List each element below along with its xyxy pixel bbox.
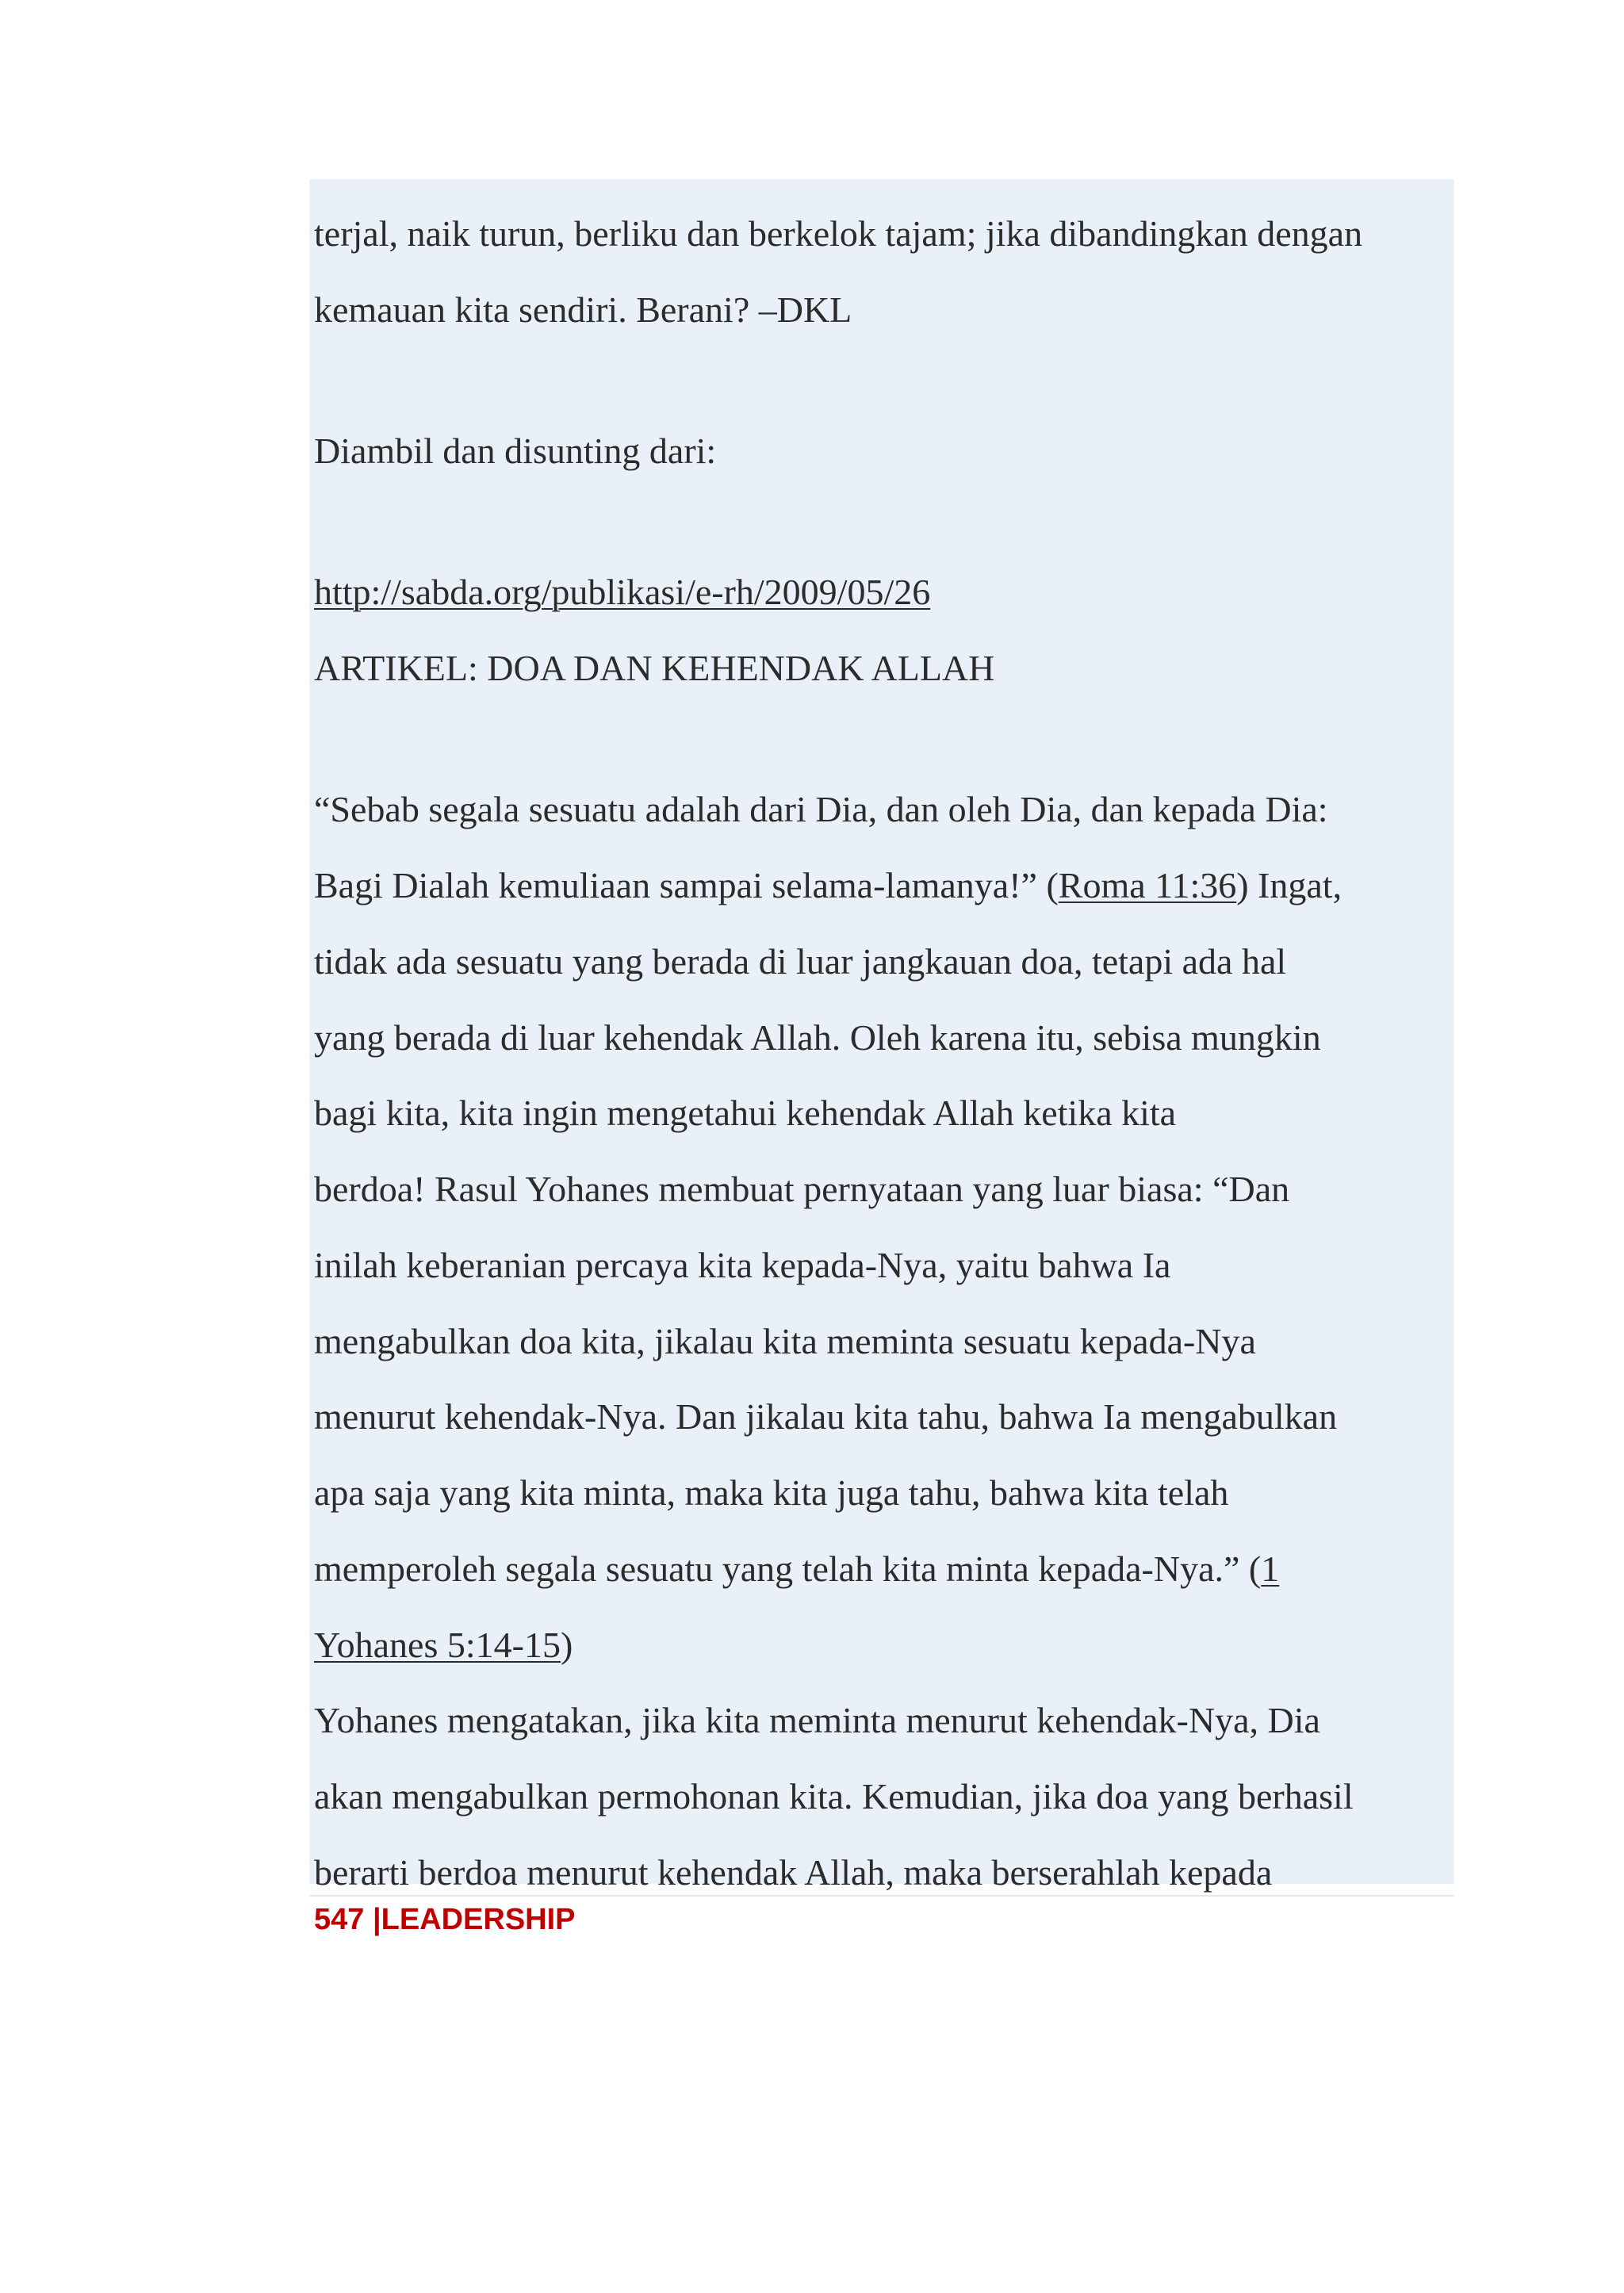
text-line: menurut kehendak-Nya. Dan jikalau kita tahu, bahwa Ia mengabulkan <box>314 1396 1338 1437</box>
text-line: kemauan kita sendiri. Berani? –DKL <box>314 289 852 330</box>
text-line: apa saja yang kita minta, maka kita juga tahu, bahwa kita telah <box>314 1472 1229 1513</box>
verse-link-roma[interactable]: Roma 11:36 <box>1058 865 1237 905</box>
verse-link-yohanes-part2[interactable]: Yohanes 5:14-15 <box>314 1625 561 1665</box>
text-segment: ) <box>560 1625 573 1665</box>
text-line: yang berada di luar kehendak Allah. Oleh karena itu, sebisa mungkin <box>314 1017 1321 1058</box>
verse-link-yohanes-part1[interactable]: 1 <box>1261 1548 1280 1589</box>
text-line: berarti berdoa menurut kehendak Allah, maka berserahlah kepada <box>314 1852 1273 1893</box>
source-link[interactable]: http://sabda.org/publikasi/e-rh/2009/05/26 <box>314 572 931 612</box>
footer-divider <box>309 1895 1454 1897</box>
text-segment: ) Ingat, <box>1236 865 1342 905</box>
text-line <box>314 867 1342 904</box>
text-line: Diambil dan disunting dari: <box>314 431 717 471</box>
text-line: berdoa! Rasul Yohanes membuat pernyataan yang luar biasa: “Dan <box>314 1169 1290 1209</box>
text-line: inilah keberanian percaya kita kepada-Nya, yaitu bahwa Ia <box>314 1245 1171 1285</box>
source-link-line <box>314 574 930 611</box>
text-line: mengabulkan doa kita, jikalau kita meminta sesuatu kepada-Nya <box>314 1321 1256 1361</box>
footer-separator: | <box>364 1903 381 1936</box>
text-line <box>314 1627 573 1663</box>
text-line <box>314 1548 1280 1589</box>
text-segment: Bagi Dialah kemuliaan sampai selama-lamanya!” ( <box>314 865 1059 905</box>
text-line: Yohanes mengatakan, jika kita meminta menurut kehendak-Nya, Dia <box>314 1700 1320 1740</box>
text-segment: memperoleh segala sesuatu yang telah kita minta kepada-Nya.” ( <box>314 1548 1262 1589</box>
text-line: “Sebab segala sesuatu adalah dari Dia, dan oleh Dia, dan kepada Dia: <box>314 789 1328 829</box>
page-footer <box>314 1903 576 1937</box>
text-line: bagi kita, kita ingin mengetahui kehendak Allah ketika kita <box>314 1093 1177 1133</box>
article-heading: ARTIKEL: DOA DAN KEHENDAK ALLAH <box>314 648 995 688</box>
text-line: akan mengabulkan permohonan kita. Kemudian, jika doa yang berhasil <box>314 1776 1354 1816</box>
text-line: tidak ada sesuatu yang berada di luar jangkauan doa, tetapi ada hal <box>314 941 1287 982</box>
page-number: 547 <box>314 1903 365 1936</box>
footer-section: LEADERSHIP <box>381 1903 576 1936</box>
text-line: terjal, naik turun, berliku dan berkelok tajam; jika dibandingkan dengan <box>314 213 1363 254</box>
